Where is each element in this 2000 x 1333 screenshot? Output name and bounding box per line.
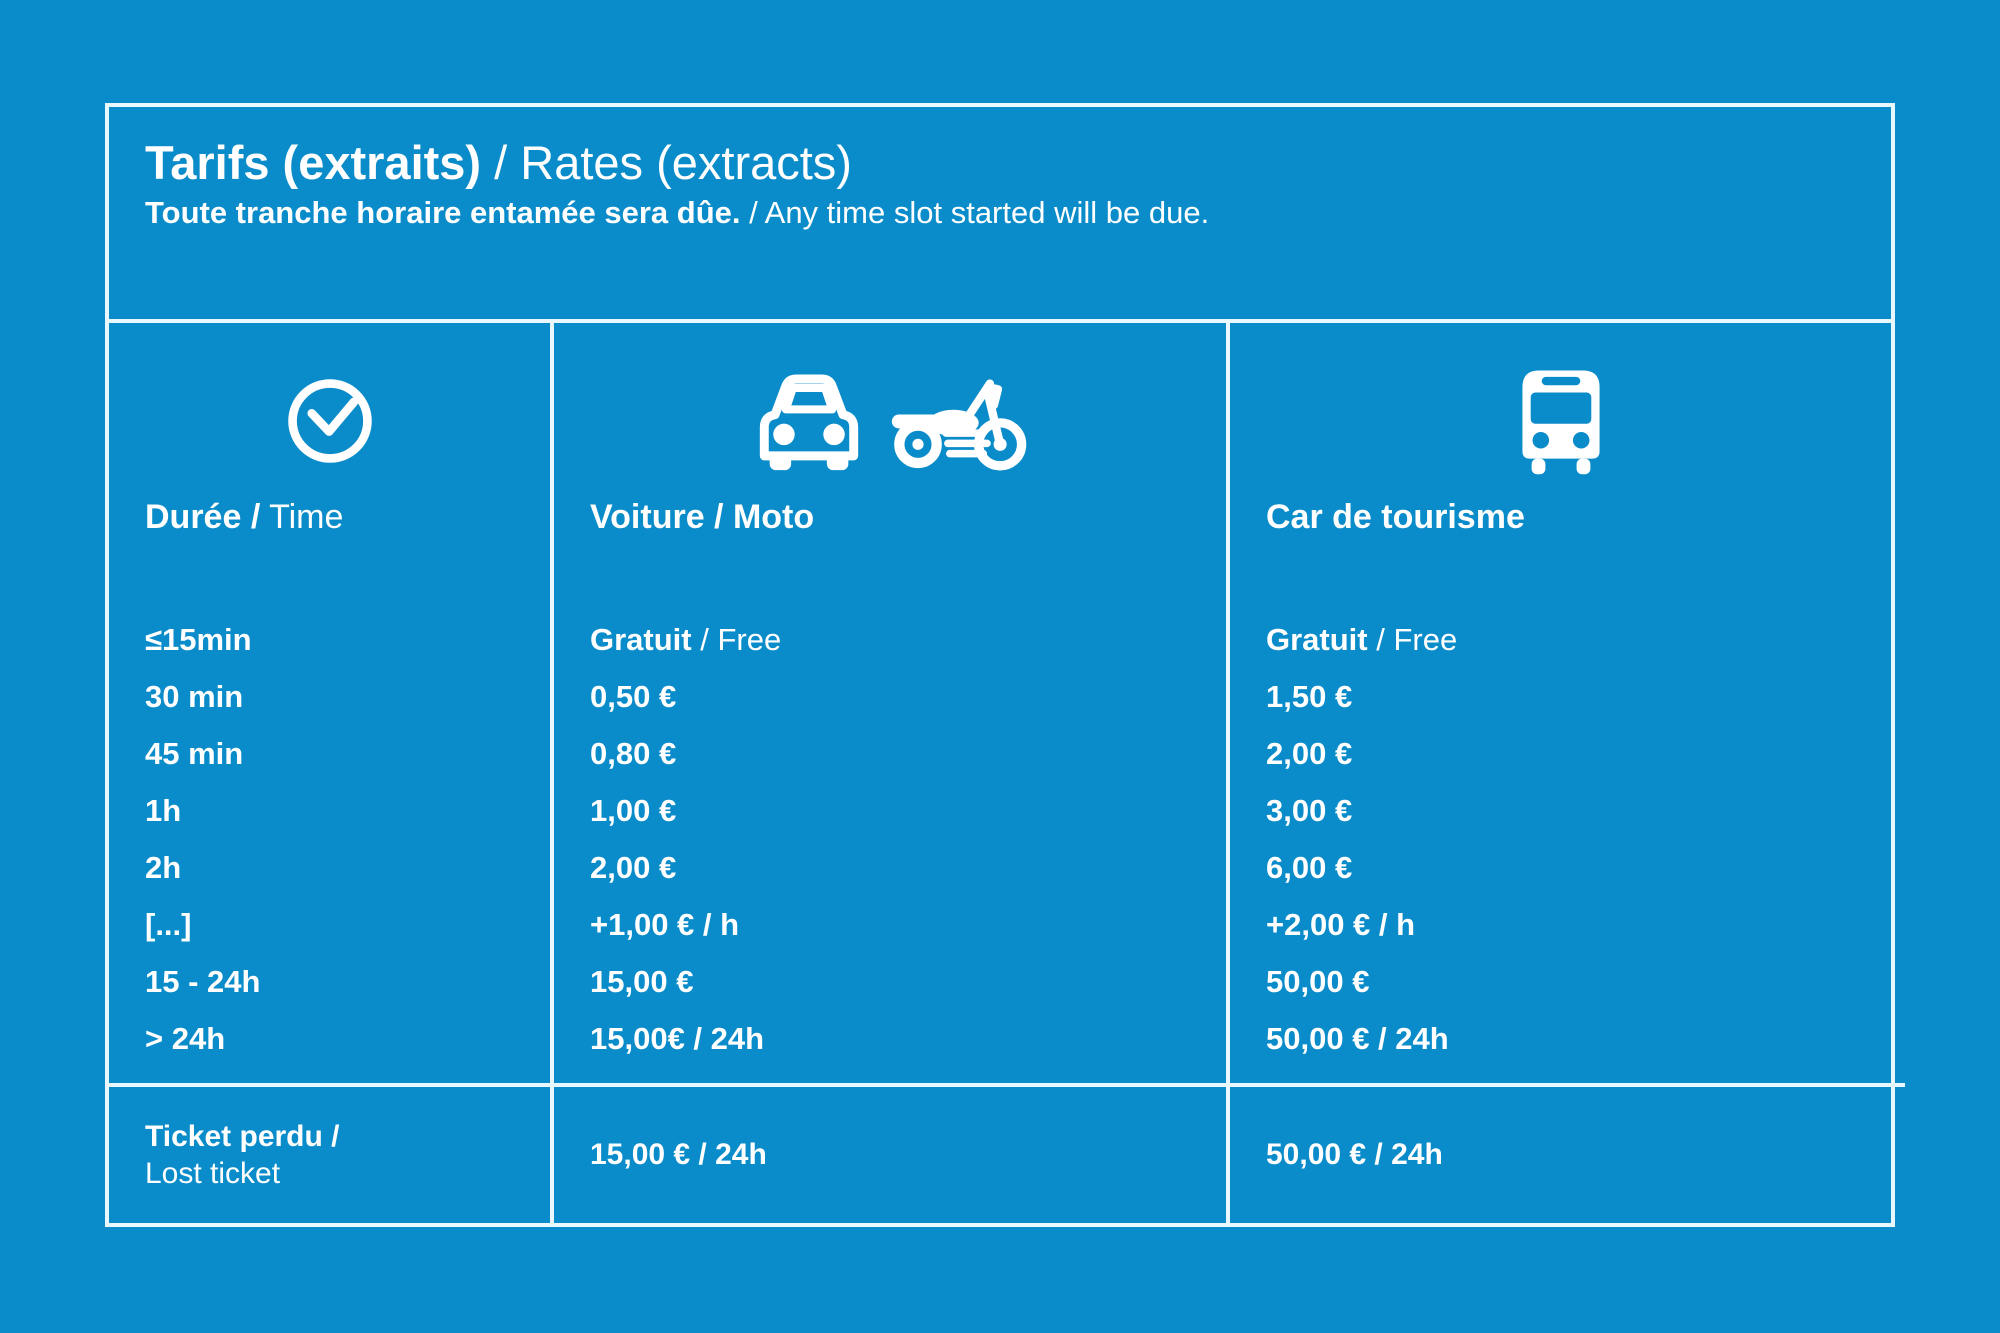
rate-value-bus: 2,00 € — [1266, 736, 1353, 771]
page-subtitle — [145, 191, 1891, 235]
rate-value-bus: +2,00 € / h — [1266, 907, 1416, 942]
column-car-moto — [550, 323, 1226, 1083]
rate-value-duration: [...] — [145, 907, 192, 942]
rate-value-car_moto: Gratuit / Free — [590, 622, 782, 657]
subtitle-french: Toute tranche horaire entamée sera dûe. — [145, 195, 741, 230]
rate-value-bus: 50,00 € — [1266, 964, 1370, 999]
rate-value-bus: 3,00 € — [1266, 793, 1353, 828]
clock-icon — [282, 373, 378, 469]
table-header — [109, 107, 1891, 323]
rate-value-car_moto: 0,50 € — [590, 679, 677, 714]
title-french: Tarifs (extraits) — [145, 136, 482, 189]
column-duration-label: Durée / Time — [145, 498, 344, 536]
bus-icon-row — [1230, 371, 1891, 471]
car-moto-values — [590, 611, 1226, 1067]
lost-ticket-bus-price: 50,00 € / 24h — [1266, 1138, 1443, 1171]
rate-value-car_moto: 15,00€ / 24h — [590, 1021, 765, 1056]
lost-ticket-bus-cell — [1226, 1083, 1891, 1223]
rate-value-bus: 1,50 € — [1266, 679, 1353, 714]
duration-values — [145, 611, 550, 1067]
rate-value-car_moto: 15,00 € — [590, 964, 694, 999]
rate-value-car_moto: 2,00 € — [590, 850, 677, 885]
duration-icon-row — [109, 371, 550, 471]
lost-ticket-car-moto-price: 15,00 € / 24h — [590, 1138, 767, 1171]
car-moto-icon-row — [554, 371, 1226, 471]
rate-value-duration: 1h — [145, 793, 182, 828]
divider-overhang — [1893, 1083, 1905, 1087]
page-title — [145, 135, 1891, 191]
column-tour-bus-label: Car de tourisme — [1266, 498, 1525, 536]
column-car-moto-label: Voiture / Moto — [590, 498, 815, 536]
bus-values — [1266, 611, 1891, 1067]
rate-value-car_moto: 1,00 € — [590, 793, 677, 828]
rate-value-bus: Gratuit / Free — [1266, 622, 1458, 657]
subtitle-english: / Any time slot started will be due. — [740, 195, 1210, 230]
column-tour-bus — [1226, 323, 1891, 1083]
lost-ticket-label-cell — [109, 1083, 550, 1223]
rate-value-car_moto: +1,00 € / h — [590, 907, 740, 942]
rate-value-duration: ≤15min — [145, 622, 252, 657]
rate-value-duration: > 24h — [145, 1021, 226, 1056]
rate-value-duration: 2h — [145, 850, 182, 885]
rates-table — [105, 103, 1895, 1227]
rate-value-car_moto: 0,80 € — [590, 736, 677, 771]
lost-ticket-french: Ticket perdu / — [145, 1120, 340, 1153]
rate-value-duration: 45 min — [145, 736, 244, 771]
rate-value-duration: 15 - 24h — [145, 964, 261, 999]
lost-ticket-english: Lost ticket — [145, 1157, 281, 1190]
rate-value-bus: 50,00 € / 24h — [1266, 1021, 1449, 1056]
bus-icon — [1514, 365, 1608, 477]
car-icon — [750, 370, 868, 472]
rate-value-duration: 30 min — [145, 679, 244, 714]
lost-ticket-car-moto-cell — [550, 1083, 1226, 1223]
motorcycle-icon — [890, 369, 1030, 473]
title-english: / Rates (extracts) — [481, 136, 852, 189]
rate-value-bus: 6,00 € — [1266, 850, 1353, 885]
column-duration — [109, 323, 550, 1083]
